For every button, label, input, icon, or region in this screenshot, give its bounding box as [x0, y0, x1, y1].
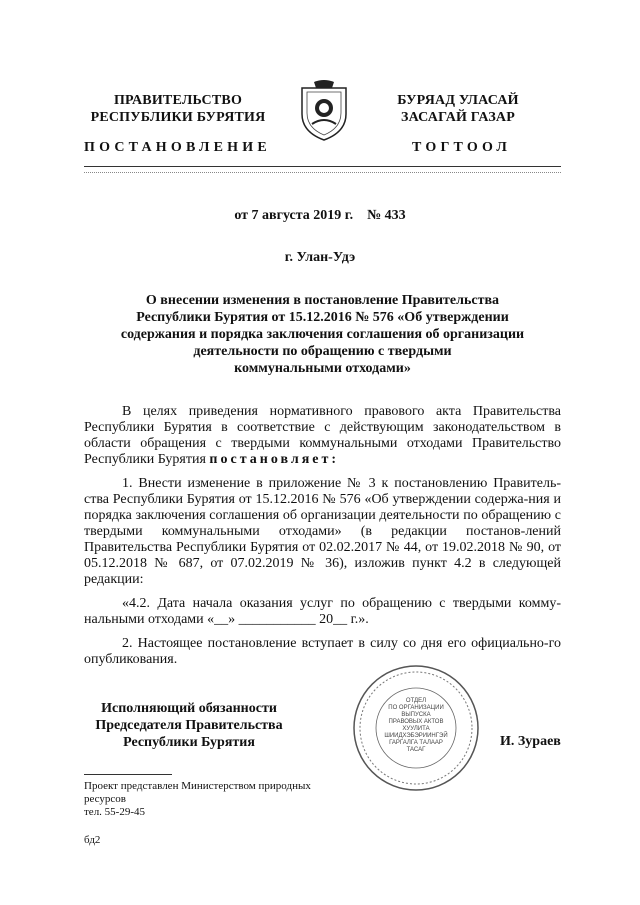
- document-title: [84, 292, 561, 377]
- signatory-line1: Исполняющий обязанности: [101, 701, 277, 716]
- footer-line3: тел. 55-29-45: [84, 806, 146, 818]
- org-name-bua-line1: БУРЯАД УЛАСАЙ: [397, 93, 519, 108]
- title-line5: коммунальными отходами»: [234, 361, 411, 376]
- city: г. Улан-Удэ: [284, 250, 356, 265]
- coat-of-arms-icon: [298, 80, 350, 142]
- seal-line2: ПО ОРГАНИЗАЦИИ: [388, 705, 444, 711]
- seal-line8: ТАСАГ: [406, 747, 426, 753]
- footer-line2: ресурсов: [84, 793, 126, 805]
- seal-line3: ВЫПУСКА: [401, 712, 431, 718]
- org-name-ru: [88, 92, 268, 126]
- footer-note: [84, 780, 384, 819]
- doc-type-bua: ТОГТООЛ: [412, 140, 512, 155]
- preamble-emph: постановляет:: [209, 452, 340, 467]
- title-line4: деятельности по обращению с твердыми: [193, 344, 452, 359]
- seal-line1: ОТДЕЛ: [405, 698, 427, 704]
- signatory-line2: Председателя Правительства: [95, 718, 283, 733]
- footer-code: бд2: [84, 834, 101, 846]
- doc-type-ru: ПОСТАНОВЛЕНИЕ: [84, 140, 271, 155]
- org-name-ru-line2: РЕСПУБЛИКИ БУРЯТИЯ: [90, 110, 266, 125]
- seal-line7: ГАРГАЛГА ТАЛААР: [389, 740, 443, 746]
- header-divider: [84, 166, 561, 167]
- signatory-line3: Республики Бурятия: [123, 735, 255, 750]
- date-number: от 7 августа 2019 г. № 433: [234, 208, 406, 223]
- preamble: [84, 404, 561, 468]
- org-name-ru-line1: ПРАВИТЕЛЬСТВО: [113, 93, 243, 108]
- org-name-bua-line2: ЗАСАГАЙ ГАЗАР: [400, 110, 515, 125]
- signatory-title: [82, 700, 296, 751]
- org-name-bua: [368, 92, 548, 126]
- footer-line1: Проект представлен Министерством природных: [84, 780, 311, 792]
- preamble-text: В целях приведения нормативного правового акта Правительства Республики Бурятия в соответствие с действующим законодательством в области обращения с твердыми коммунальными отходами Правительство Республики Бурятия: [84, 404, 561, 467]
- item-1: 1. Внести изменение в приложение № 3 к постановлению Правитель-ства Республики Бурятия от 15.12.2016 № 576 «Об утверждении содержа-ния и порядка заключения соглашения об организации деятельности по обращению с твердыми коммунальными отходами» (в редакции постанов-лений Правительства Республики Бурятия от 02.02.2017 № 44, от 19.02.2018 № 90, от 05.12.2018 № 687, от 07.02.2019 № 36), изложив пункт 4.2 в следующей редакции:: [84, 476, 561, 587]
- footer-divider: [84, 774, 172, 775]
- seal-text: [376, 698, 456, 754]
- header-divider-dotted: [84, 172, 561, 173]
- official-seal: [352, 664, 480, 792]
- item-2: 2. Настоящее постановление вступает в силу со дня его официально-го опубликования.: [84, 636, 561, 667]
- item-1-quote: «4.2. Дата начала оказания услуг по обращению с твердыми комму-нальными отходами «__» ___________ 20__ г.».: [84, 596, 561, 627]
- signatory-name: И. Зураев: [500, 734, 561, 749]
- seal-line4: ПРАВОВЫХ АКТОВ: [388, 719, 444, 725]
- seal-line6: ШИИДХЭБЭРИИНГЭЙ: [384, 733, 448, 739]
- title-line1: О внесении изменения в постановление Правительства: [145, 293, 500, 308]
- seal-line5: ХУУЛИТА: [402, 726, 430, 732]
- title-line2: Республики Бурятия от 15.12.2016 № 576 «Об утверждении: [136, 310, 509, 325]
- title-line3: содержания и порядка заключения соглашения об организации: [120, 327, 525, 342]
